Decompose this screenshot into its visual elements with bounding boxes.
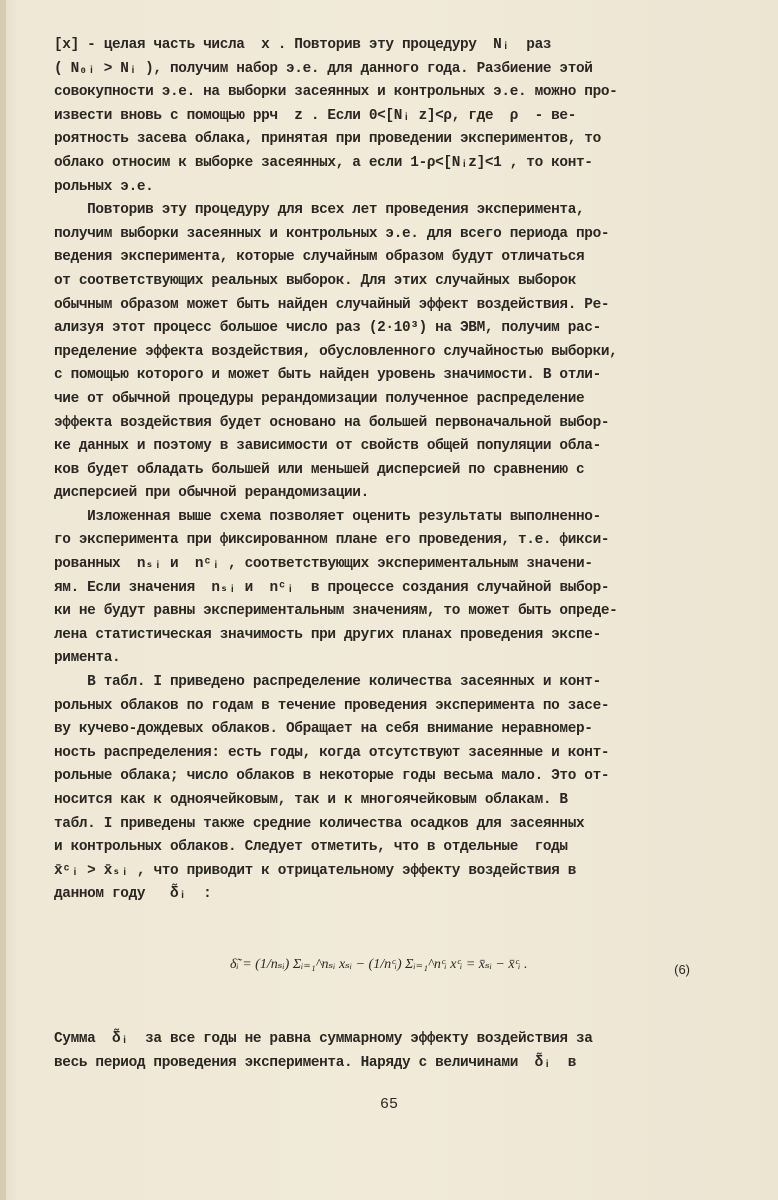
text-line: ям. Если значения nₛᵢ и nᶜᵢ в процессе создания случайной выбор- bbox=[54, 579, 610, 596]
text-line: носится как к одноячейковым, так и к многоячейковым облакам. В bbox=[54, 792, 568, 808]
text-line: Повторив эту процедуру для всех лет проведения эксперимента, bbox=[54, 202, 585, 219]
formula-6 bbox=[230, 942, 690, 1002]
text-line: Изложенная выше схема позволяет оценить результаты выполненно- bbox=[54, 508, 601, 525]
text-line: ке данных и поэтому в зависимости от свойств общей популяции обла- bbox=[54, 438, 601, 455]
text-line: ализуя этот процесс большое число раз (2·10³) на ЭВМ, получим рас- bbox=[54, 320, 601, 337]
text-line: ву кучево-дождевых облаков. Обращает на себя внимание неравномер- bbox=[54, 721, 593, 738]
formula-expression: δ̃ᵢ = (1/nₛᵢ) Σᵢ₌₁^nₛᵢ xₛᵢ − (1/nᶜᵢ) Σᵢ₌₁^nᶜᵢ xᶜᵢ = x̄ₛᵢ − x̄ᶜᵢ . bbox=[230, 957, 528, 972]
text-line: [x] - целая часть числа x . Повторив эту процедуру Nᵢ раз bbox=[54, 37, 552, 53]
text-line: получим выборки засеянных и контрольных э.е. для всего периода про- bbox=[54, 225, 610, 242]
text-line: рольные облака; число облаков в некоторые годы весьма мало. Это от- bbox=[54, 768, 610, 785]
text-line: рованных nₛᵢ и nᶜᵢ , соответствующих экспериментальным значени- bbox=[54, 556, 593, 573]
text-line: В табл. I приведено распределение количества засеянных и конт- bbox=[54, 674, 601, 691]
text-line: пределение эффекта воздействия, обусловленного случайностью выборки, bbox=[54, 343, 618, 360]
text-line: чие от обычной процедуры рерандомизации полученное распределение bbox=[54, 390, 585, 407]
text-line: и контрольных облаков. Следует отметить, что в отдельные годы bbox=[54, 839, 568, 856]
text-line: с помощью которого и может быть найден уровень значимости. В отли- bbox=[54, 367, 601, 384]
text-line: извести вновь с помощью ррч z . Если 0<[Nᵢ z]<ρ, где ρ - ве- bbox=[54, 107, 577, 124]
text-line: го эксперимента при фиксированном плане его проведения, т.е. фикси- bbox=[54, 532, 610, 549]
text-line: ки не будут равны экспериментальным значениям, то может быть опреде- bbox=[54, 603, 618, 620]
text-line: ность распределения: есть годы, когда отсутствуют засеянные и конт- bbox=[54, 744, 610, 761]
text-line: эффекта воздействия будет основано на большей первоначальной выбор- bbox=[54, 414, 610, 431]
page-number: 65 bbox=[379, 1096, 398, 1113]
page-binding-edge bbox=[0, 0, 6, 1200]
bottom-text bbox=[54, 1028, 719, 1075]
text-line: римента. bbox=[54, 650, 121, 667]
text-line: рольных облаков по годам в течение проведения эксперимента по засе- bbox=[54, 697, 610, 714]
text-line: x̄ᶜᵢ > x̄ₛᵢ , что приводит к отрицательному эффекту воздействия в bbox=[54, 862, 577, 879]
text-line: весь период проведения эксперимента. Наряду с величинами δ̃ᵢ в bbox=[54, 1054, 577, 1071]
text-line: от соответствующих реальных выборок. Для этих случайных выборок bbox=[54, 272, 577, 289]
text-line: ( N₀ᵢ > Nᵢ ), получим набор э.е. для данного года. Разбиение этой bbox=[54, 60, 593, 77]
text-line: роятность засева облака, принятая при проведении экспериментов, то bbox=[54, 131, 601, 148]
text-line: рольных э.е. bbox=[54, 178, 154, 195]
text-line: данном году δ̃ᵢ : bbox=[54, 886, 212, 903]
formula-number: (6) bbox=[674, 962, 690, 977]
text-line: облако относим к выборке засеянных, а если 1-ρ<[Nᵢz]<1 , то конт- bbox=[54, 154, 593, 171]
text-line: лена статистическая значимость при других планах проведения экспе- bbox=[54, 626, 601, 643]
text-line: Сумма δ̃ᵢ за все годы не равна суммарному эффекту воздействия за bbox=[54, 1031, 593, 1047]
text-line: ков будет обладать большей или меньшей дисперсией по сравнению с bbox=[54, 461, 585, 478]
text-line: обычным образом может быть найден случайный эффект воздействия. Ре- bbox=[54, 296, 610, 313]
text-line: совокупности э.е. на выборки засеянных и контрольных э.е. можно про- bbox=[54, 84, 618, 101]
main-text bbox=[54, 34, 719, 907]
text-line: табл. I приведены также средние количества осадков для засеянных bbox=[54, 815, 585, 832]
text-line: дисперсией при обычной рерандомизации. bbox=[54, 485, 369, 502]
text-line: ведения эксперимента, которые случайным образом будут отличаться bbox=[54, 249, 585, 266]
